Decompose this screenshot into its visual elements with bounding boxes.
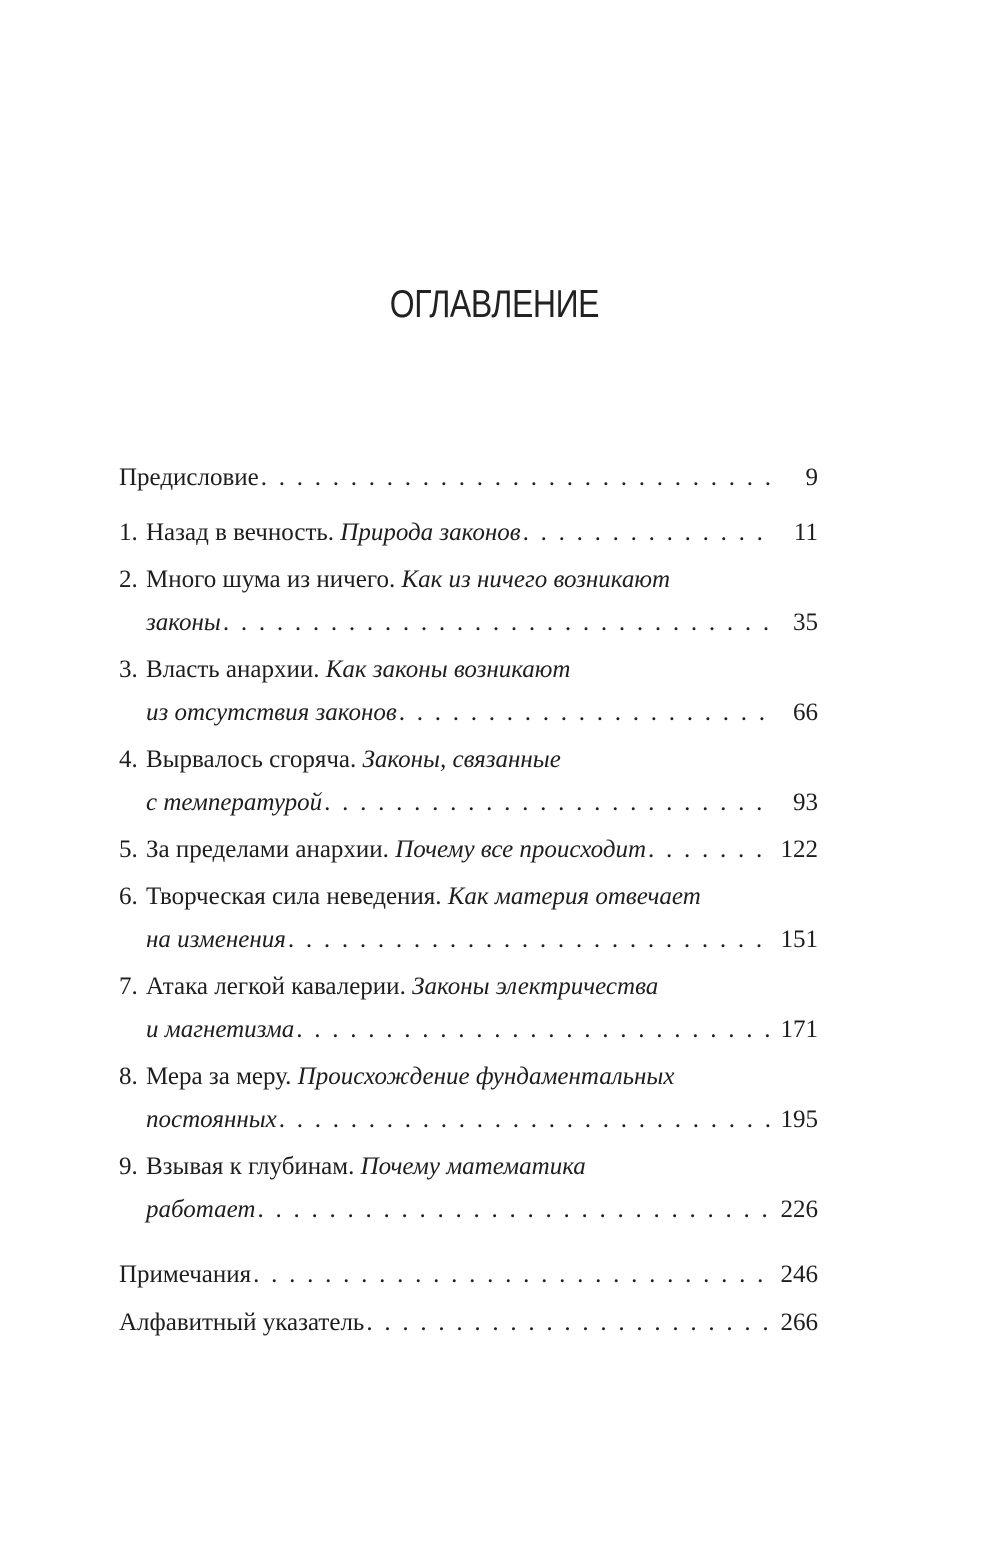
chapter-subtitle-continued: и магнетизма: [146, 1016, 295, 1043]
chapter-subtitle: Законы электричества: [412, 973, 659, 1000]
page-title: ОГЛАВЛЕНИЕ: [389, 283, 600, 326]
chapter-title: Власть анархии.: [146, 656, 320, 683]
toc-page-number: 66: [793, 699, 818, 726]
chapter-number: 6.: [119, 883, 138, 910]
chapter-number: 5.: [119, 836, 138, 863]
leader-dots: [257, 1188, 774, 1231]
chapter-number: 9.: [119, 1153, 138, 1180]
chapter-subtitle-continued: работает: [146, 1196, 256, 1223]
chapter-number: 8.: [119, 1063, 138, 1090]
chapter-subtitle: Почему математика: [360, 1153, 586, 1180]
chapter-number: 7.: [119, 973, 138, 1000]
toc-entry-chapter-4[interactable]: [119, 738, 818, 824]
toc-entry-chapter-5[interactable]: [119, 828, 818, 871]
chapter-subtitle-continued: постоянных: [146, 1106, 277, 1133]
leader-dots: [296, 1008, 774, 1051]
toc-page-number: 171: [780, 1016, 818, 1043]
toc-entry-chapter-2[interactable]: [119, 558, 818, 644]
chapter-subtitle-continued: из отсутствия законов: [146, 699, 397, 726]
leader-dots: [366, 1301, 774, 1344]
leader-dots: [223, 601, 774, 644]
toc-entry-chapter-8[interactable]: [119, 1055, 818, 1141]
chapter-subtitle: Как из ничего возникают: [401, 566, 671, 593]
leader-dots: [253, 1253, 774, 1296]
table-of-contents: [119, 456, 818, 1336]
toc-page-number: 151: [780, 926, 818, 953]
toc-page-number: 9: [805, 464, 818, 491]
toc-page-number: 226: [780, 1196, 818, 1223]
toc-entry-label: Алфавитный указатель: [119, 1309, 365, 1336]
chapter-subtitle: Как материя отвечает: [447, 883, 701, 910]
leader-dots: [261, 456, 774, 499]
chapter-number: 2.: [119, 566, 138, 593]
leader-dots: [288, 918, 774, 961]
toc-entry-label: Примечания: [119, 1261, 252, 1288]
leader-dots: [648, 828, 774, 871]
chapter-subtitle: Почему все происходит: [395, 836, 647, 863]
toc-entry-chapter-7[interactable]: [119, 965, 818, 1051]
toc-page-number: 266: [780, 1309, 818, 1336]
chapter-number: 1.: [119, 519, 138, 546]
chapter-title: Взывая к глубинам.: [146, 1153, 355, 1180]
toc-entry-chapter-6[interactable]: [119, 875, 818, 961]
leader-dots: [523, 511, 774, 554]
toc-entry-index[interactable]: [119, 1301, 818, 1344]
toc-page-number: 11: [793, 519, 818, 546]
chapter-title: Атака легкой кавалерии.: [146, 973, 406, 1000]
chapter-title: За пределами анархии.: [146, 836, 389, 863]
toc-entry-preface[interactable]: [119, 456, 818, 499]
chapter-title: Творческая сила неведения.: [146, 883, 442, 910]
chapter-title: Назад в вечность.: [146, 519, 335, 546]
toc-page-number: 246: [780, 1261, 818, 1288]
toc-entry-notes[interactable]: [119, 1253, 818, 1296]
leader-dots: [324, 781, 774, 824]
chapter-number: 4.: [119, 746, 138, 773]
chapter-title: Вырвалось сгоряча.: [146, 746, 357, 773]
chapter-subtitle: Природа законов: [340, 519, 521, 546]
chapter-title: Мера за меру.: [146, 1063, 292, 1090]
toc-entry-chapter-1[interactable]: [119, 511, 818, 554]
toc-page-number: 122: [780, 836, 818, 863]
toc-page-number: 93: [793, 789, 818, 816]
toc-page-number: 35: [793, 609, 818, 636]
chapter-subtitle: Как законы возникают: [325, 656, 571, 683]
toc-entry-chapter-3[interactable]: [119, 648, 818, 734]
toc-page-number: 195: [780, 1106, 818, 1133]
chapter-subtitle: Законы, связанные: [362, 746, 561, 773]
chapter-subtitle-continued: законы: [146, 609, 221, 636]
leader-dots: [399, 691, 774, 734]
toc-entry-chapter-9[interactable]: [119, 1145, 818, 1231]
chapter-subtitle-continued: с температурой: [146, 789, 323, 816]
toc-entry-label: Предисловие: [119, 464, 259, 491]
chapter-subtitle-continued: на изменения: [146, 926, 286, 953]
chapter-subtitle: Происхождение фундаментальных: [297, 1063, 675, 1090]
chapter-title: Много шума из ничего.: [146, 566, 396, 593]
chapter-number: 3.: [119, 656, 138, 683]
leader-dots: [279, 1098, 774, 1141]
